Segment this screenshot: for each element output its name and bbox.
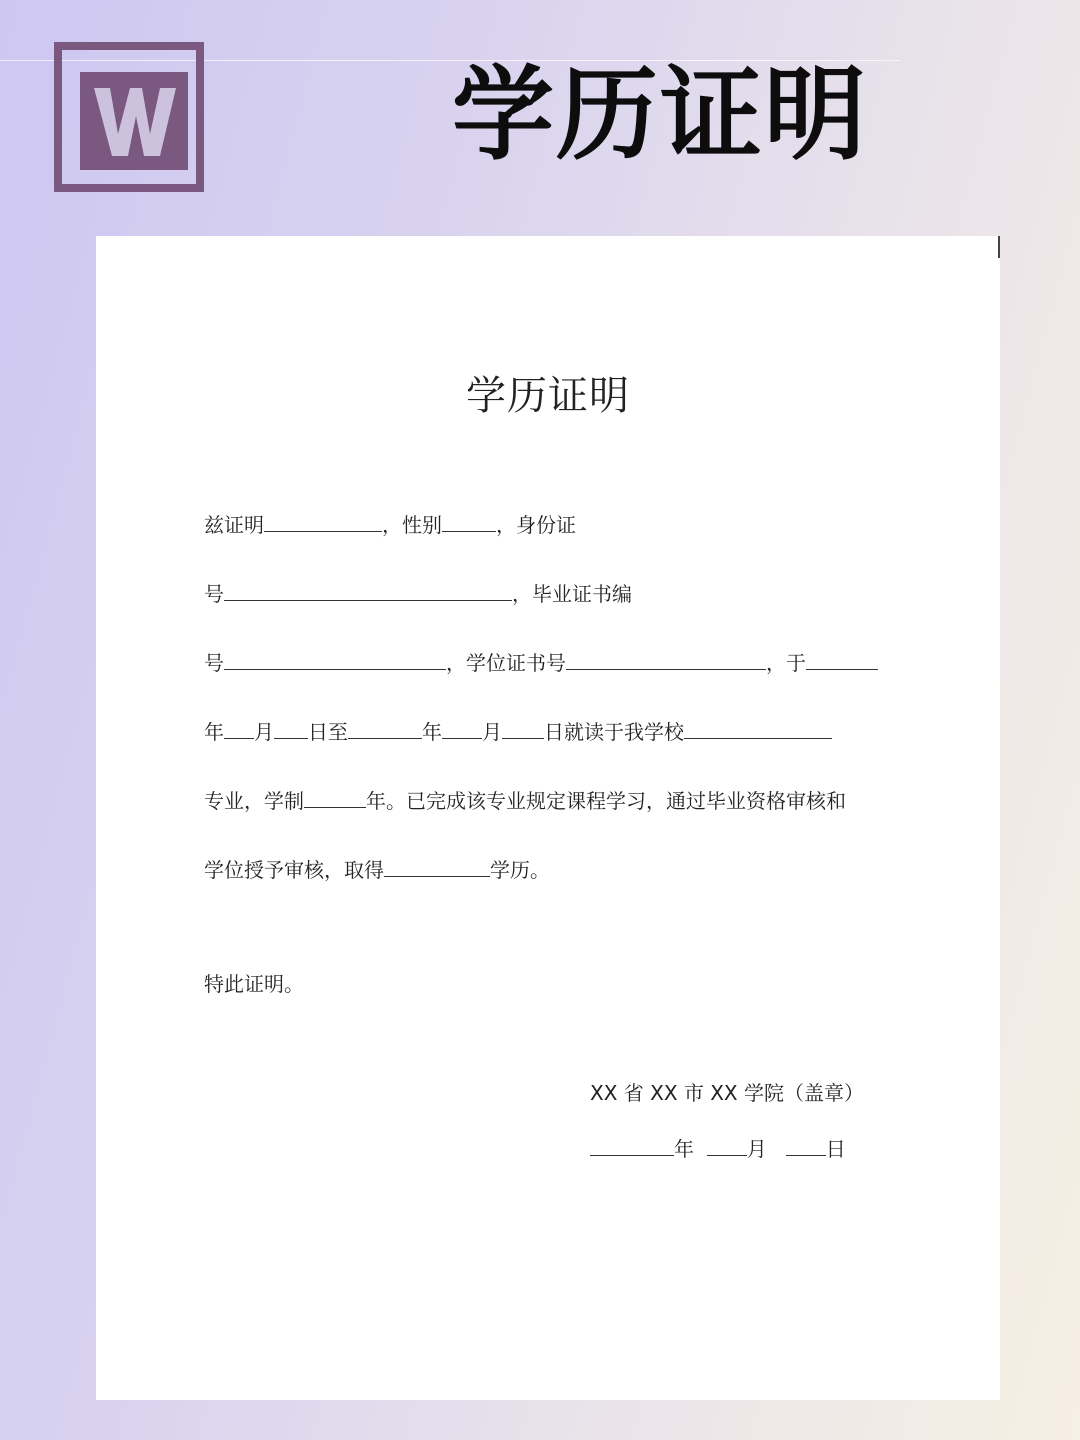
major-blank[interactable] xyxy=(684,720,832,739)
end-year-blank[interactable] xyxy=(348,720,422,739)
closing-statement: 特此证明。 xyxy=(204,972,304,996)
name-blank[interactable] xyxy=(264,513,382,532)
text-cursor xyxy=(998,236,1000,258)
word-w-glyph xyxy=(80,72,188,170)
start-day-blank[interactable] xyxy=(274,720,308,739)
id-number-blank[interactable] xyxy=(224,582,512,601)
signature-line: XX 省 XX 市 XX 学院（盖章） xyxy=(590,1081,864,1105)
paragraph-line-6: 学位授予审核，取得 学历。 xyxy=(204,858,550,882)
end-day-blank[interactable] xyxy=(502,720,544,739)
page-title: 学历证明 xyxy=(452,56,868,175)
paragraph-line-2: 号 ，毕业证书编 xyxy=(204,582,632,606)
paragraph-line-1: 兹证明 ，性别 ，身份证 xyxy=(204,513,576,537)
end-month-blank[interactable] xyxy=(442,720,482,739)
start-year-blank[interactable] xyxy=(806,651,878,670)
paragraph-line-5: 专业，学制 年。已完成该专业规定课程学习，通过毕业资格审核和 xyxy=(204,789,846,813)
start-month-blank[interactable] xyxy=(224,720,254,739)
paragraph-line-4: 年 月 日至 年 月 日就读于我学校 xyxy=(204,719,832,745)
degree-number-blank[interactable] xyxy=(566,651,766,670)
sign-day-blank[interactable] xyxy=(786,1137,826,1156)
document-title: 学历证明 xyxy=(466,373,630,419)
degree-level-blank[interactable] xyxy=(384,858,490,877)
document-page xyxy=(96,236,1000,1400)
word-logo-icon xyxy=(54,42,204,192)
sign-month-blank[interactable] xyxy=(707,1137,747,1156)
date-line: 年 月 日 xyxy=(590,1136,846,1162)
gender-blank[interactable] xyxy=(442,513,496,532)
diploma-number-blank[interactable] xyxy=(224,651,446,670)
paragraph-line-3: 号 ，学位证书号 ，于 xyxy=(204,650,878,676)
duration-blank[interactable] xyxy=(304,789,366,808)
sign-year-blank[interactable] xyxy=(590,1137,674,1156)
